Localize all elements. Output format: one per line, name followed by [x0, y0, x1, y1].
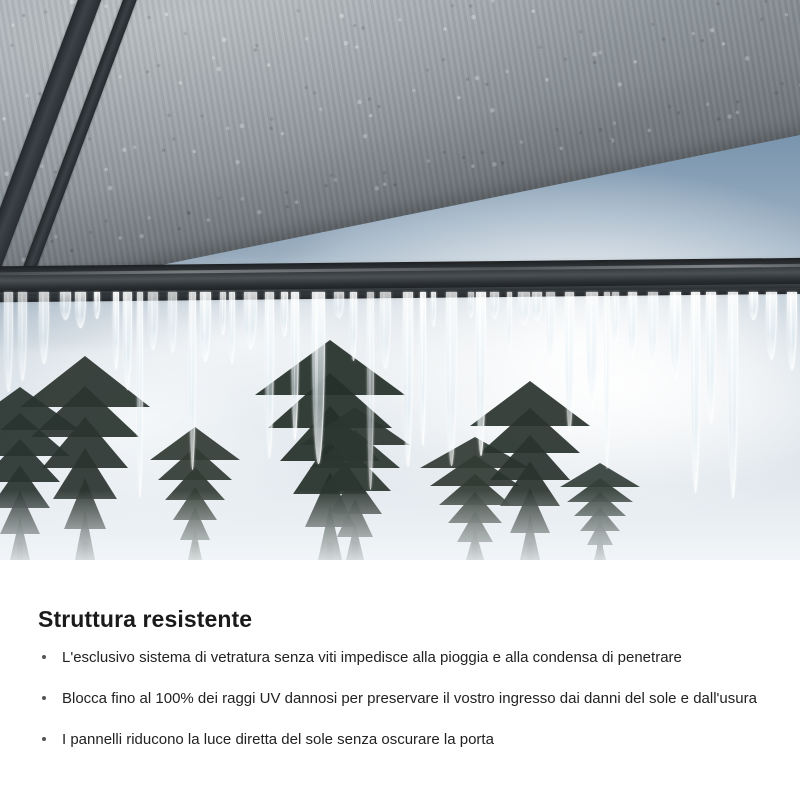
list-item-text: I pannelli riducono la luce diretta del sole senza oscurare la porta: [62, 731, 494, 748]
bullet-dot-icon: [42, 655, 46, 659]
bullet-dot-icon: [42, 737, 46, 741]
icicle: [18, 292, 27, 381]
icicle: [4, 292, 13, 392]
text-panel: [0, 560, 800, 800]
icicle: [60, 292, 71, 320]
icicle: [168, 292, 176, 353]
bullet-dot-icon: [42, 696, 46, 700]
icicle: [123, 292, 132, 390]
icicle: [518, 292, 530, 325]
icicle: [75, 292, 86, 328]
list-item-text: L'esclusivo sistema di vetratura senza viti impedisce alla pioggia e alla condensa di penetrare: [62, 649, 682, 666]
page-title: Struttura resistente: [38, 606, 253, 632]
icicle: [546, 292, 555, 364]
icicle: [312, 292, 325, 464]
icicle: [706, 292, 715, 424]
icicle: [39, 292, 49, 364]
list-item: [40, 689, 780, 708]
icicle-row: [0, 292, 800, 522]
icicle: [728, 292, 738, 499]
icicle: [565, 292, 574, 433]
feature-list: [40, 648, 780, 771]
icicle: [281, 292, 288, 337]
icicle: [291, 292, 298, 440]
icicle: [200, 292, 210, 362]
icicle: [749, 292, 758, 320]
icicle: [220, 292, 226, 335]
icicle: [476, 292, 486, 456]
icicle: [532, 292, 543, 321]
icicle: [468, 292, 475, 318]
icicle: [380, 292, 390, 369]
list-item-text: Blocca fino al 100% dei raggi UV dannosi per preservare il vostro ingresso dai danni del sole e dall'usura: [62, 690, 757, 707]
icicle: [420, 292, 426, 446]
icicle: [507, 292, 513, 354]
icicle: [446, 292, 457, 466]
icicle: [350, 292, 357, 361]
list-item: [40, 648, 780, 667]
icicle: [113, 292, 119, 370]
icicle: [490, 292, 499, 319]
icicle: [691, 292, 700, 493]
icicle: [648, 292, 658, 365]
icicle: [189, 292, 196, 470]
icicle: [431, 292, 436, 327]
icicle: [244, 292, 258, 349]
list-item: [40, 730, 780, 749]
rail-highlight: [0, 263, 800, 275]
icicle: [265, 292, 274, 458]
icicle: [94, 292, 101, 319]
icicle: [628, 292, 637, 358]
icicle: [612, 292, 619, 346]
icicle: [229, 292, 234, 364]
icicle: [334, 292, 344, 318]
icicle: [367, 292, 374, 490]
icicle: [137, 292, 144, 498]
icicle: [148, 292, 158, 350]
icicle: [670, 292, 681, 380]
icicle: [403, 292, 412, 467]
icicle: [766, 292, 777, 360]
icicle: [586, 292, 597, 409]
icicle: [604, 292, 610, 469]
icicle: [787, 292, 797, 370]
